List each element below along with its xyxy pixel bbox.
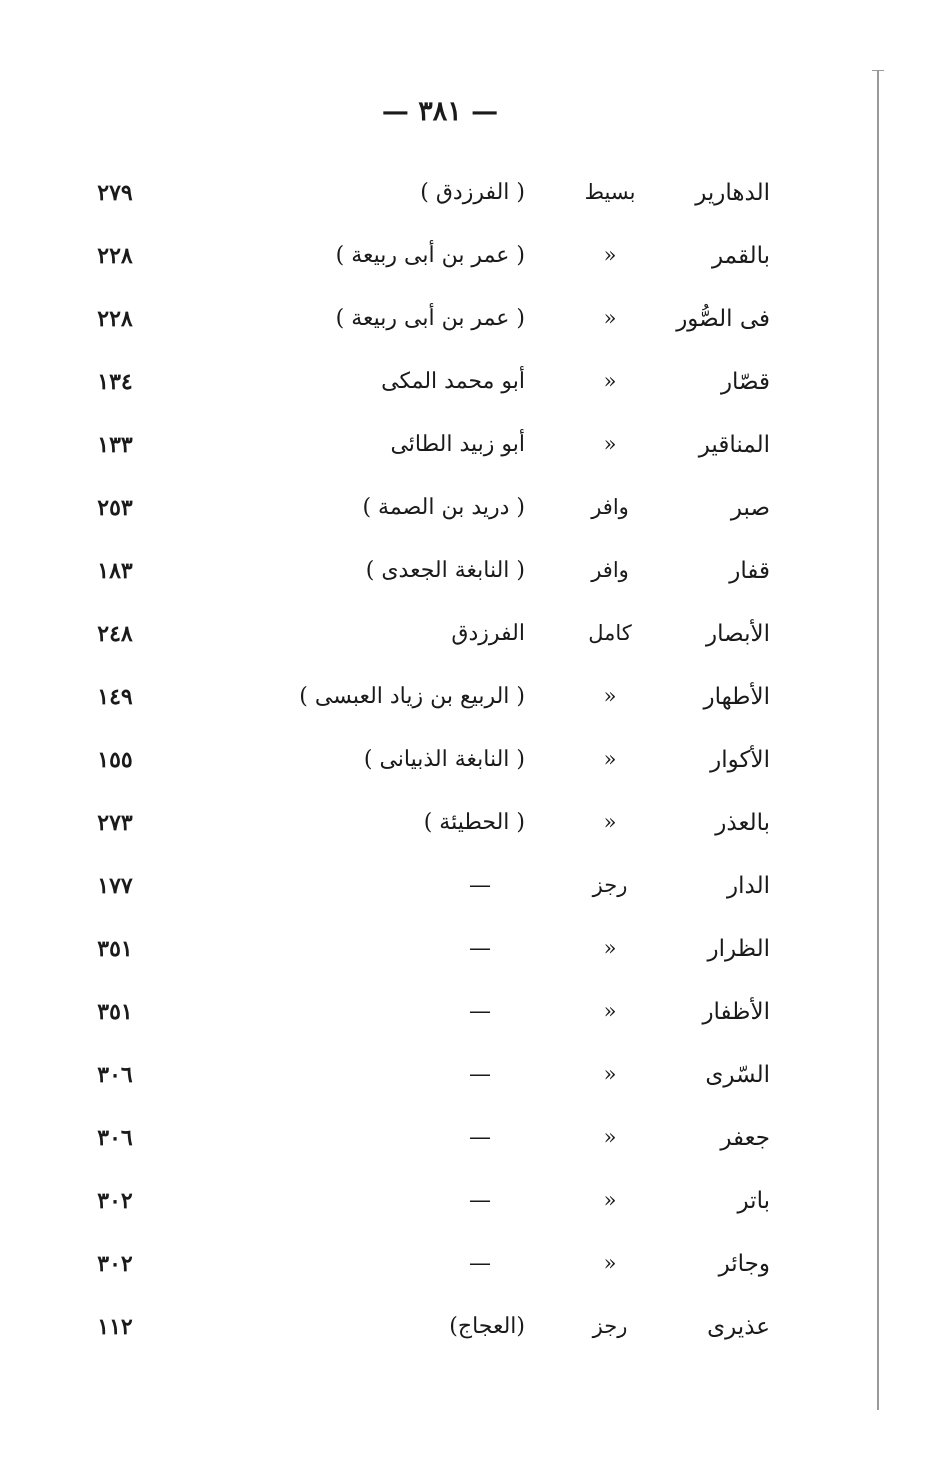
index-table xyxy=(0,172,880,1369)
rhyme-word: الأطهار xyxy=(703,684,770,710)
meter: « xyxy=(603,1251,617,1275)
poet: ( الربيع بن زياد العبسى ) xyxy=(299,684,525,709)
page-reference: ٢٢٨ xyxy=(97,306,133,332)
poet-dash: — xyxy=(469,873,491,898)
index-row xyxy=(0,172,880,235)
page-reference: ٣٠٦ xyxy=(97,1125,133,1151)
poet: ( عمر بن أبى ربيعة ) xyxy=(335,306,525,331)
page-reference: ٢٥٣ xyxy=(97,495,133,521)
page-reference: ١٣٤ xyxy=(97,369,133,395)
rhyme-word: فى الصُّور xyxy=(676,306,770,332)
rhyme-word: جعفر xyxy=(720,1125,770,1151)
page-reference: ٢٤٨ xyxy=(97,621,133,647)
index-row xyxy=(0,424,880,487)
page-reference: ٢٢٨ xyxy=(97,243,133,269)
page-reference: ٣٥١ xyxy=(97,999,133,1025)
index-row xyxy=(0,1117,880,1180)
index-row xyxy=(0,928,880,991)
index-row xyxy=(0,802,880,865)
rhyme-word: الأكوار xyxy=(710,747,770,773)
page-reference: ١٥٥ xyxy=(97,747,133,773)
index-row xyxy=(0,613,880,676)
page-reference: ١٣٣ xyxy=(97,432,133,458)
meter: « xyxy=(603,999,617,1023)
page-number: — ٣٨١ — xyxy=(381,96,499,127)
poet: (العجاج) xyxy=(449,1314,525,1339)
meter: « xyxy=(603,1188,617,1212)
index-row xyxy=(0,991,880,1054)
index-row xyxy=(0,298,880,361)
poet-dash: — xyxy=(469,1251,491,1276)
meter: « xyxy=(603,810,617,834)
poet: أبو زبيد الطائى xyxy=(390,432,525,457)
page-reference: ٢٧٣ xyxy=(97,810,133,836)
poet: ( النابغة الجعدى ) xyxy=(365,558,525,583)
page-reference: ٣٠٢ xyxy=(97,1251,133,1277)
index-row xyxy=(0,1306,880,1369)
rhyme-word: الدهارير xyxy=(695,180,770,206)
page-reference: ٣٠٦ xyxy=(97,1062,133,1088)
poet: الفرزدق xyxy=(451,621,525,646)
index-row xyxy=(0,235,880,298)
poet: ( الفرزدق ) xyxy=(420,180,525,205)
poet-dash: — xyxy=(469,1125,491,1150)
rhyme-word: عذيرى xyxy=(707,1314,770,1340)
meter: بسيط xyxy=(584,180,636,204)
margin-rule-tick xyxy=(872,70,884,71)
rhyme-word: صبر xyxy=(730,495,770,521)
meter: « xyxy=(603,1125,617,1149)
page-reference: ١٨٣ xyxy=(97,558,133,584)
index-row xyxy=(0,1180,880,1243)
rhyme-word: بالعذر xyxy=(715,810,770,836)
meter: « xyxy=(603,936,617,960)
poet: ( الحطيئة ) xyxy=(423,810,525,835)
meter: « xyxy=(603,306,617,330)
index-row xyxy=(0,487,880,550)
index-row xyxy=(0,361,880,424)
poet-dash: — xyxy=(469,1188,491,1213)
meter: رجز xyxy=(592,873,628,897)
poet-dash: — xyxy=(469,936,491,961)
meter: وافر xyxy=(591,495,629,519)
page-reference: ١١٢ xyxy=(97,1314,133,1340)
poet-dash: — xyxy=(469,999,491,1024)
rhyme-word: المناقير xyxy=(698,432,770,458)
poet: ( دريد بن الصمة ) xyxy=(362,495,525,520)
rhyme-word: الأبصار xyxy=(706,621,770,647)
page-reference: ٣٥١ xyxy=(97,936,133,962)
meter: وافر xyxy=(591,558,629,582)
page-reference: ٣٠٢ xyxy=(97,1188,133,1214)
poet-dash: — xyxy=(469,1062,491,1087)
rhyme-word: الدار xyxy=(727,873,770,899)
meter: « xyxy=(603,432,617,456)
meter: رجز xyxy=(592,1314,628,1338)
index-row xyxy=(0,1054,880,1117)
rhyme-word: باتر xyxy=(737,1188,770,1214)
meter: « xyxy=(603,369,617,393)
page-reference: ٢٧٩ xyxy=(97,180,133,206)
poet: أبو محمد المكى xyxy=(381,369,525,394)
rhyme-word: الظرار xyxy=(707,936,770,962)
rhyme-word: وجائر xyxy=(718,1251,770,1277)
meter: « xyxy=(603,684,617,708)
page-reference: ١٧٧ xyxy=(97,873,133,899)
meter: كامل xyxy=(588,621,632,645)
rhyme-word: بالقمر xyxy=(711,243,770,269)
index-row xyxy=(0,550,880,613)
index-row xyxy=(0,865,880,928)
meter: « xyxy=(603,1062,617,1086)
index-row xyxy=(0,1243,880,1306)
rhyme-word: الأظفار xyxy=(702,999,770,1025)
page-reference: ١٤٩ xyxy=(97,684,133,710)
index-row xyxy=(0,739,880,802)
poet: ( عمر بن أبى ربيعة ) xyxy=(335,243,525,268)
poet: ( النابغة الذبيانى ) xyxy=(363,747,525,772)
index-row xyxy=(0,676,880,739)
rhyme-word: قصّار xyxy=(720,369,770,395)
meter: « xyxy=(603,747,617,771)
rhyme-word: السّرى xyxy=(705,1062,770,1088)
rhyme-word: قفار xyxy=(729,558,770,584)
meter: « xyxy=(603,243,617,267)
